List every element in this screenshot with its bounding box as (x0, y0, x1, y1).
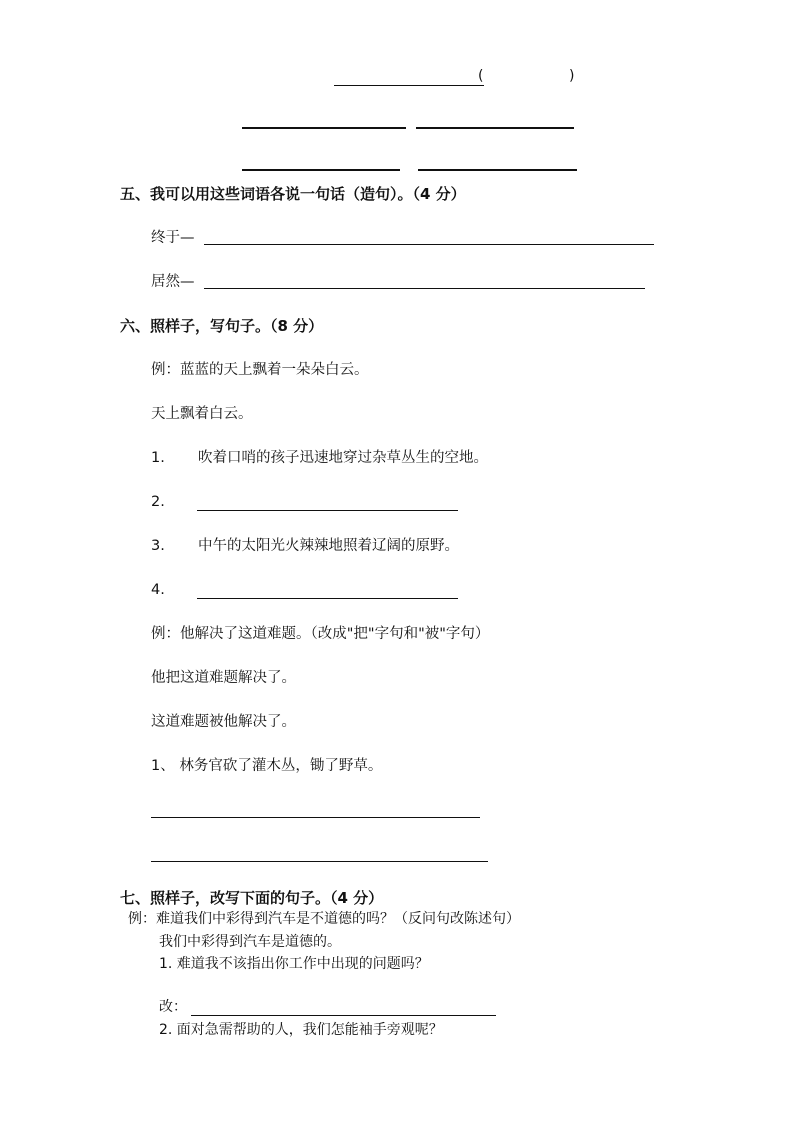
q1-text: 吹着口哨的孩子迅速地穿过杂草丛生的空地。 (198, 450, 488, 466)
q5-text: 1、 林务官砍了灌木丛，锄了野草。 (151, 758, 383, 774)
q1-number: 1. (151, 450, 165, 466)
answer-blank-q2[interactable] (197, 510, 458, 511)
section5-heading: 五、我可以用这些词语各说一句话（造句）。（4 分） (120, 185, 466, 203)
answer-blank-zhongyu[interactable] (204, 244, 654, 245)
q3-number: 3. (151, 538, 165, 554)
answer-label: 改： (159, 999, 187, 1015)
paren-open: ( (478, 68, 484, 84)
example2: 例：他解决了这道难题。（改成"把"字句和"被"字句） (151, 626, 490, 642)
answer-blank-top[interactable] (334, 85, 484, 86)
q4-number: 4. (151, 582, 165, 598)
example1-answer: 天上飘着白云。 (151, 406, 253, 422)
answer-blank-row1-right[interactable] (416, 127, 574, 129)
example1: 例：蓝蓝的天上飘着一朵朵白云。 (151, 362, 369, 378)
answer-blank-row1-left[interactable] (242, 127, 406, 129)
answer-blank-q4[interactable] (197, 598, 458, 599)
q3-text: 中午的太阳光火辣辣地照着辽阔的原野。 (198, 538, 459, 554)
example2-answer1: 他把这道难题解决了。 (151, 670, 296, 686)
section7-q1: 1. 难道我不该指出你工作中出现的问题吗？ (159, 956, 429, 972)
section6-heading: 六、照样子，写句子。（8 分） (120, 317, 324, 335)
prompt-juran: 居然— (151, 274, 195, 290)
answer-blank-section7-q1[interactable] (191, 1015, 496, 1016)
answer-blank-q5-line2[interactable] (151, 861, 488, 862)
paren-close: ) (569, 68, 575, 84)
section7-q2: 2. 面对急需帮助的人，我们怎能袖手旁观呢？ (159, 1022, 443, 1038)
answer-blank-juran[interactable] (204, 288, 645, 289)
prompt-zhongyu: 终于— (151, 230, 195, 246)
section7-example-answer: 我们中彩得到汽车是道德的。 (159, 934, 341, 950)
section7-example: 例：难道我们中彩得到汽车是不道德的吗？（反问句改陈述句） (128, 911, 520, 927)
q2-number: 2. (151, 494, 165, 510)
section7-heading: 七、照样子，改写下面的句子。（4 分） (120, 889, 384, 907)
example2-answer2: 这道难题被他解决了。 (151, 714, 296, 730)
answer-blank-row2-left[interactable] (242, 169, 400, 171)
answer-blank-row2-right[interactable] (418, 169, 577, 171)
answer-blank-q5-line1[interactable] (151, 817, 480, 818)
